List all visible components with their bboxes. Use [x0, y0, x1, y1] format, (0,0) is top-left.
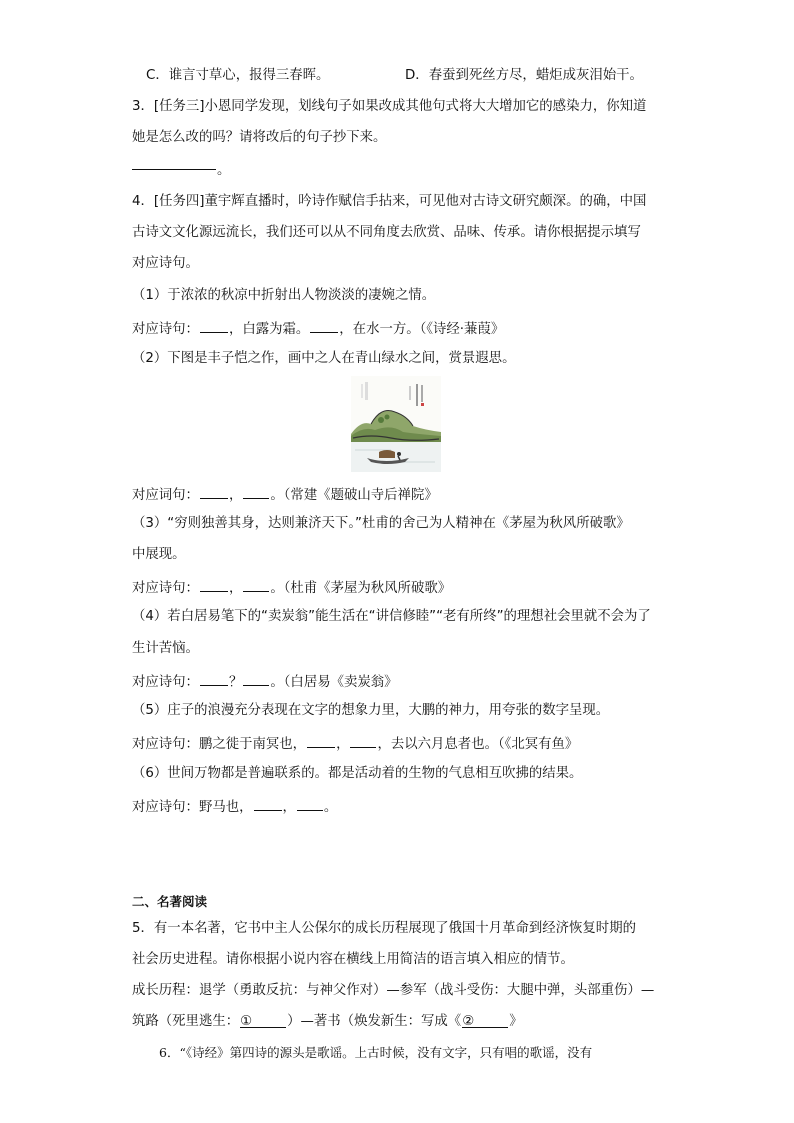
q4-5-prompt: （5）庄子的浪漫充分表现在文字的想象力里，大鹏的神力，用夸张的数字呈现。 [132, 703, 610, 718]
q4-3-prompt-2: 中展现。 [132, 547, 186, 562]
fill-blank[interactable] [243, 484, 269, 499]
answer-text: ，白露为霜。 [228, 322, 310, 337]
fill-blank[interactable] [200, 577, 228, 592]
landscape-painting [351, 376, 441, 472]
fill-blank[interactable] [200, 671, 228, 686]
q3-text-2: 她是怎么改的吗？请将改后的句子抄下来。 [132, 130, 387, 145]
q3-period: 。 [217, 163, 231, 178]
fill-blank[interactable] [243, 577, 269, 592]
q4-2-prompt: （2）下图是丰子恺之作，画中之人在青山绿水之间，赏景遐思。 [132, 351, 516, 366]
timeline-text: ）—著书（焕发新生：写成《 [287, 1014, 462, 1029]
q3-text: 3．[任务三]小恩同学发现，划线句子如果改成其他句式将大大增加它的感染力，你知道 [132, 99, 647, 114]
q4-4-prompt-2: 生计苦恼。 [132, 641, 199, 656]
q4-text-3: 对应诗句。 [132, 256, 199, 271]
answer-text: ？ [228, 675, 243, 690]
answer-text: ， [282, 800, 296, 815]
answer-text: ，去以六月息者也。（《北冥有鱼》 [377, 737, 579, 752]
answer-text: 。 [323, 800, 338, 815]
fill-blank[interactable] [310, 318, 338, 333]
fill-blank[interactable] [254, 796, 282, 811]
q4-4-answer [132, 671, 398, 692]
q4-1-prompt: （1）于浓浓的秋凉中折射出人物淡淡的凄婉之情。 [132, 288, 436, 303]
answer-text: 。（常建《题破山寺后禅院》 [270, 488, 438, 503]
answer-prefix: 对应词句： [132, 488, 199, 503]
q4-3-prompt: （3）“穷则独善其身，达则兼济天下。”杜甫的舍己为人精神在《茅屋为秋风所破歌》 [132, 516, 630, 531]
answer-prefix: 对应诗句： [132, 581, 199, 596]
answer-text: 。（白居易《卖炭翁》 [270, 675, 398, 690]
answer-text: ， [228, 581, 243, 596]
q4-1-answer [132, 318, 504, 339]
q4-6-prompt: （6）世间万物都是普遍联系的。都是活动着的生物的气息相互吹拂的结果。 [132, 766, 583, 781]
q6-text: 6．“《诗经》第四诗的源头是歌谣。上古时候，没有文字，只有唱的歌谣，没有 [159, 1045, 593, 1060]
q4-5-answer [132, 733, 578, 754]
answer-prefix: 对应诗句：野马也， [132, 800, 253, 815]
fill-blank-1[interactable] [240, 1013, 286, 1028]
answer-prefix: 对应诗句： [132, 322, 199, 337]
blank-marker: ① [240, 1014, 253, 1029]
fill-blank[interactable] [350, 733, 376, 748]
q3-answer-blank[interactable] [132, 169, 216, 170]
q4-text: 4．[任务四]董宇辉直播时，吟诗作赋信手拈来，可见他对古诗文研究颇深。的确，中国 [132, 194, 647, 209]
q5-text: 5．有一本名著，它书中主人公保尔的成长历程展现了俄国十月革命到经济恢复时期的 [132, 921, 636, 936]
fill-blank-2[interactable] [462, 1013, 508, 1028]
blank-marker: ② [462, 1014, 475, 1029]
q4-3-answer [132, 577, 451, 598]
fill-blank[interactable] [297, 796, 323, 811]
q4-4-prompt: （4）若白居易笔下的“卖炭翁”能生活在“讲信修睦”“老有所终”的理想社会里就不会为了 [132, 609, 651, 624]
section-title: 二、名著阅读 [132, 894, 208, 909]
fill-blank[interactable] [307, 733, 335, 748]
timeline-text: 》 [509, 1014, 523, 1029]
answer-text: 。（杜甫《茅屋为秋风所破歌》 [270, 581, 452, 596]
option-d: D．春蚕到死丝方尽，蜡炬成灰泪始干。 [405, 68, 643, 83]
answer-text: ，在水一方。（《诗经·蒹葭》 [339, 322, 505, 337]
answer-text: ， [336, 737, 350, 752]
answer-prefix: 对应诗句：鹏之徙于南冥也， [132, 737, 307, 752]
q4-6-answer [132, 796, 337, 817]
option-c: C．谁言寸草心，报得三春晖。 [146, 68, 330, 83]
q4-2-answer [132, 484, 438, 505]
landscape-painting-svg [351, 376, 441, 472]
timeline-text: 筑路（死里逃生： [132, 1014, 240, 1029]
q4-text-2: 古诗文文化源远流长，我们还可以从不同角度去欣赏、品味、传承。请你根据提示填写 [132, 225, 641, 240]
q5-timeline: 成长历程：退学（勇敢反抗：与神父作对）—参军（战斗受伤：大腿中弹，头部重伤）— [132, 983, 655, 998]
q5-text-2: 社会历史进程。请你根据小说内容在横线上用简洁的语言填入相应的情节。 [132, 952, 574, 967]
q5-timeline-2 [132, 1013, 523, 1031]
answer-prefix: 对应诗句： [132, 675, 199, 690]
fill-blank[interactable] [243, 671, 269, 686]
fill-blank[interactable] [200, 318, 228, 333]
answer-text: ， [228, 488, 243, 503]
fill-blank[interactable] [200, 484, 228, 499]
